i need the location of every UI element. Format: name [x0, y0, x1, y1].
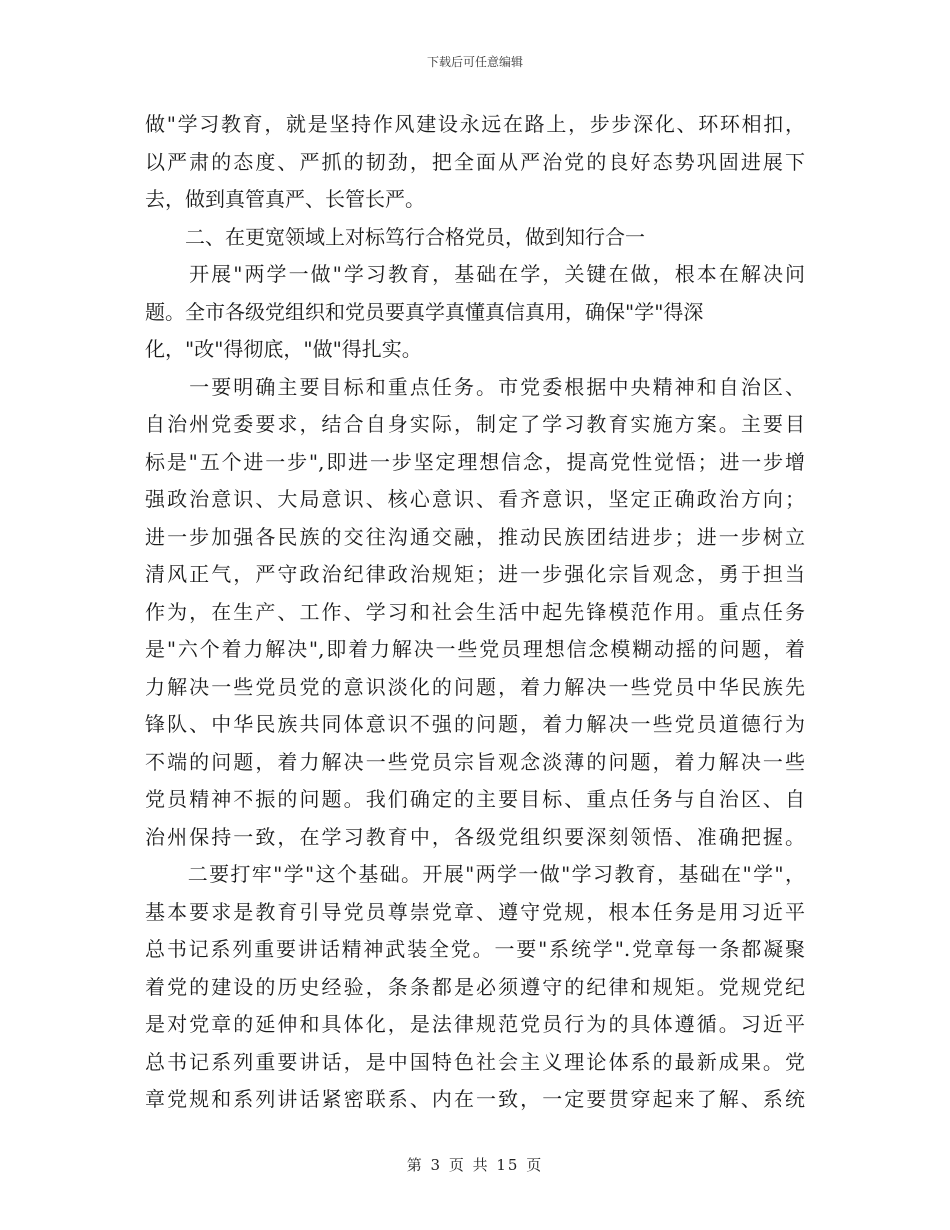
- text-line: 开展"两学一做"学习教育，基础在学，关键在做，根本在解决问: [145, 262, 805, 286]
- text-line: 题。全市各级党组织和党员要真学真懂真信真用，确保"学"得深: [145, 299, 704, 324]
- text-line: 力解决一些党员党的意识淡化的问题，着力解决一些党员中华民族先: [145, 674, 805, 699]
- text-line: 作为，在生产、工作、学习和社会生活中起先锋模范作用。重点任务: [145, 599, 805, 624]
- text-line: 自治州党委要求，结合自身实际，制定了学习教育实施方案。主要目: [145, 412, 805, 436]
- text-line: 进一步加强各民族的交往沟通交融，推动民族团结进步；进一步树立: [145, 524, 805, 549]
- text-line: 二要打牢"学"这个基础。开展"两学一做"学习教育，基础在"学"，: [145, 862, 805, 886]
- text-line: 以严肃的态度、严抓的韧劲，把全面从严治党的良好态势巩固进展下: [145, 149, 805, 174]
- text-line: 强政治意识、大局意识、核心意识、看齐意识，坚定正确政治方向；: [145, 487, 805, 511]
- text-line: 基本要求是教育引导党员尊崇党章、遵守党规，根本任务是用习近平: [145, 899, 805, 924]
- text-line: 清风正气，严守政治纪律政治规矩；进一步强化宗旨观念，勇于担当: [145, 562, 805, 586]
- text-line: 章党规和系列讲话紧密联系、内在一致，一定要贯穿起来了解、系统: [145, 1087, 805, 1111]
- text-line: 着党的建设的历史经验，条条都是必须遵守的纪律和规矩。党规党纪: [145, 974, 805, 999]
- text-line: 锋队、中华民族共同体意识不强的问题，着力解决一些党员道德行为: [145, 712, 805, 736]
- text-line: 不端的问题，着力解决一些党员宗旨观念淡薄的问题，着力解决一些: [145, 749, 805, 774]
- page-footer: 第 3 页 共 15 页: [406, 1156, 544, 1174]
- text-line: 一要明确主要目标和重点任务。市党委根据中央精神和自治区、: [145, 374, 805, 399]
- text-line: 标是"五个进一步",即进一步坚定理想信念，提高党性觉悟；进一步增: [145, 449, 805, 474]
- text-line: 是"六个着力解决",即着力解决一些党员理想信念模糊动摇的问题，着: [145, 637, 805, 661]
- section-heading: 二、在更宽领域上对标笃行合格党员，做到知行合一: [145, 224, 645, 249]
- text-line: 治州保持一致，在学习教育中，各级党组织要深刻领悟、准确把握。: [145, 824, 805, 849]
- text-line: 是对党章的延伸和具体化，是法律规范党员行为的具体遵循。习近平: [145, 1012, 805, 1036]
- text-line: 做"学习教育，就是坚持作风建设永远在路上，步步深化、环环相扣，: [145, 112, 805, 136]
- text-line: 化，"改"得彻底，"做"得扎实。: [145, 337, 422, 361]
- text-line: 去，做到真管真严、长管长严。: [145, 187, 425, 211]
- text-line: 总书记系列重要讲话，是中国特色社会主义理论体系的最新成果。党: [145, 1049, 805, 1074]
- document-body: [145, 106, 805, 1119]
- text-line: 总书记系列重要讲话精神武装全党。一要"系统学".党章每一条都凝聚: [145, 937, 805, 961]
- text-line: 党员精神不振的问题。我们确定的主要目标、重点任务与自治区、自: [145, 787, 805, 811]
- page-header: 下载后可任意编辑: [426, 55, 523, 69]
